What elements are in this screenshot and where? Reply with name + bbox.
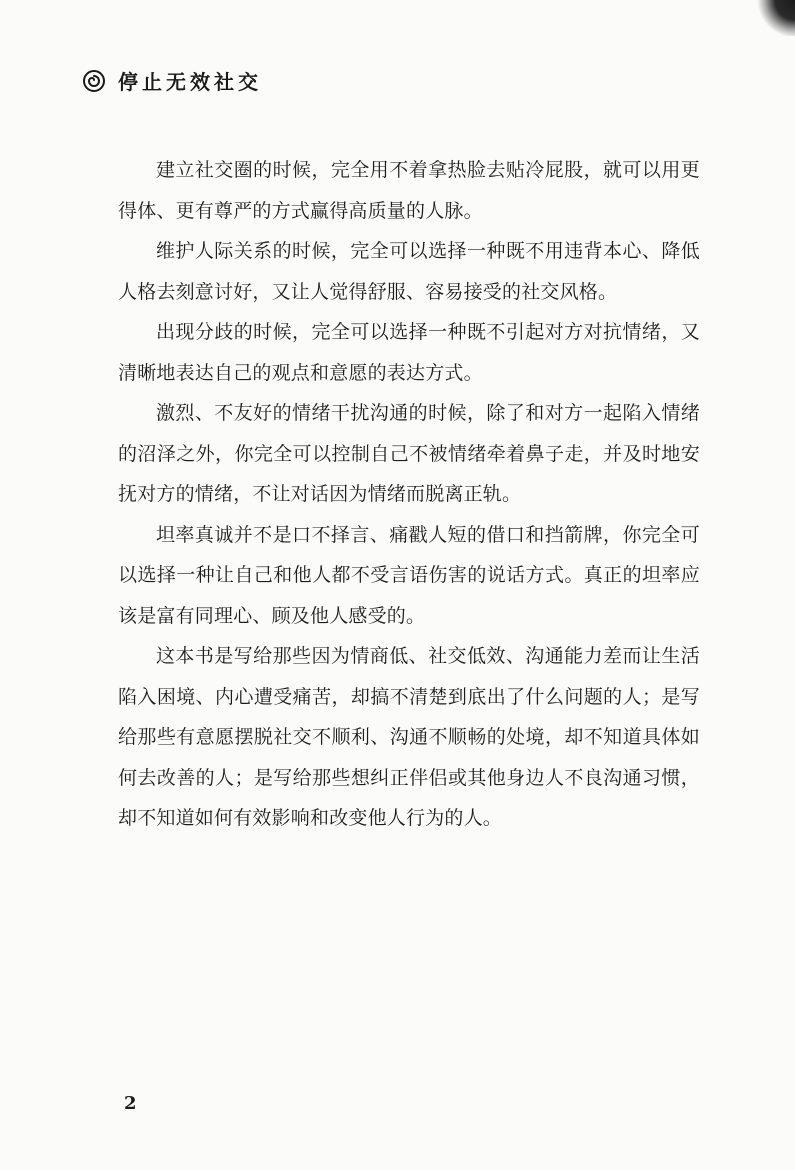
paragraph: 出现分歧的时候，完全可以选择一种既不引起对方对抗情绪，又清晰地表达自己的观点和意愿的表达方式。 bbox=[118, 321, 700, 384]
body-text bbox=[118, 150, 700, 839]
paragraph: 维护人际关系的时候，完全可以选择一种既不用违背本心、降低人格去刻意讨好，又让人觉得舒服、容易接受的社交风格。 bbox=[118, 240, 700, 303]
paragraph: 激烈、不友好的情绪干扰沟通的时候，除了和对方一起陷入情绪的沼泽之外，你完全可以控制自己不被情绪牵着鼻子走，并及时地安抚对方的情绪，不让对话因为情绪而脱离正轨。 bbox=[118, 402, 700, 505]
paragraph: 建立社交圈的时候，完全用不着拿热脸去贴冷屁股，就可以用更得体、更有尊严的方式赢得高质量的人脉。 bbox=[118, 159, 700, 222]
spiral-icon bbox=[82, 69, 106, 93]
running-header bbox=[82, 66, 262, 95]
paragraph: 这本书是写给那些因为情商低、社交低效、沟通能力差而让生活陷入困境、内心遭受痛苦，却搞不清楚到底出了什么问题的人；是写给那些有意愿摆脱社交不顺利、沟通不顺畅的处境，却不知道具体如何去改善的人；是写给那些想纠正伴侣或其他身边人不良沟通习惯，却不知道如何有效影响和改变他人行为的人。 bbox=[118, 645, 700, 829]
scan-corner-shadow bbox=[757, 0, 795, 36]
chapter-title: 停止无效社交 bbox=[118, 70, 262, 94]
page-number: 2 bbox=[124, 1093, 137, 1114]
paragraph: 坦率真诚并不是口不择言、痛戳人短的借口和挡箭牌，你完全可以选择一种让自己和他人都不受言语伤害的说话方式。真正的坦率应该是富有同理心、顾及他人感受的。 bbox=[118, 523, 700, 627]
